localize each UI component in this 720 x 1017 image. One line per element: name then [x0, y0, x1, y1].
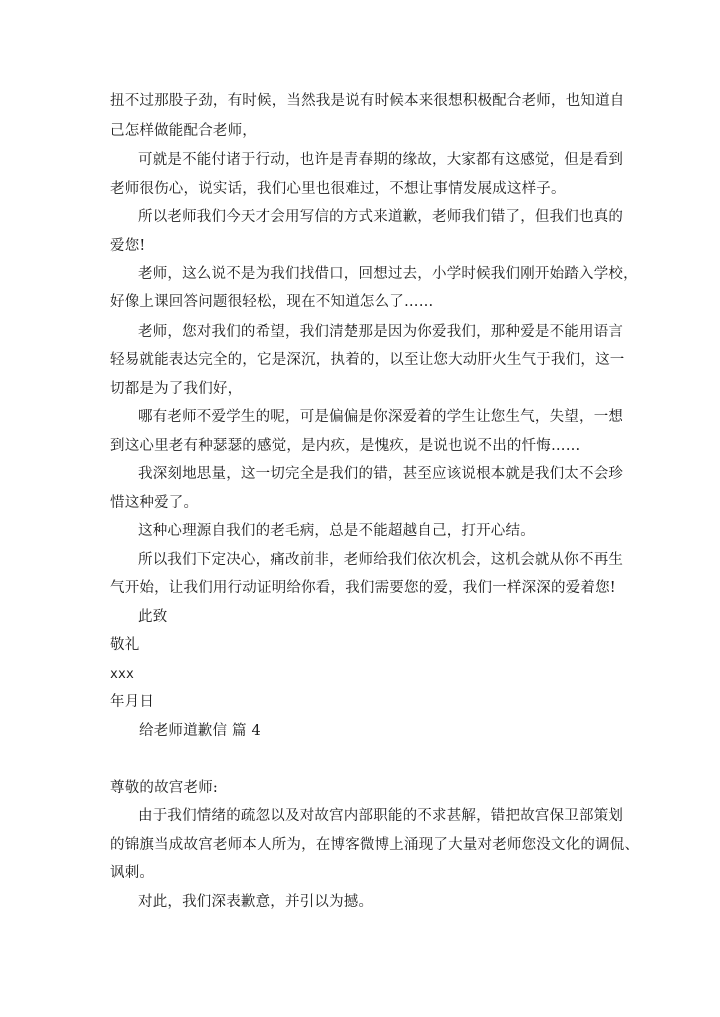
letter-heading: 给老师道歉信 篇 4 — [139, 723, 261, 739]
closing-regards: 敬礼 — [110, 637, 140, 653]
text-line: 可就是不能付诸于行动，也许是青春期的缘故，大家都有这感觉，但是看到 — [138, 152, 624, 168]
text-line: 己怎样做能配合老师， — [110, 123, 257, 139]
text-line: 对此，我们深表歉意，并引以为撼。 — [138, 894, 374, 910]
text-line: 由于我们情绪的疏忽以及对故宫内部职能的不求甚解，错把故宫保卫部策划 — [138, 808, 624, 824]
text-line: 惜这种爱了。 — [110, 495, 199, 511]
text-line: 老师，您对我们的希望，我们清楚那是因为你爱我们，那种爱是不能用语言 — [138, 324, 624, 340]
text-line: 轻易就能表达完全的，它是深沉，执着的，以至让您大动肝火生气于我们，这一 — [110, 352, 625, 368]
signature: xxx — [110, 667, 135, 682]
text-line: 所以我们下定决心，痛改前非，老师给我们依次机会，这机会就从你不再生 — [138, 552, 624, 568]
text-line: 好像上课回答问题很轻松，现在不知道怎么了…… — [110, 294, 434, 310]
text-line: 所以老师我们今天才会用写信的方式来道歉，老师我们错了，但我们也真的 — [138, 209, 624, 225]
text-line: 切都是为了我们好， — [110, 381, 243, 397]
date-line: 年月日 — [110, 694, 155, 710]
text-line: 哪有老师不爱学生的呢，可是偏偏是你深爱着的学生让您生气，失望，一想 — [138, 409, 624, 425]
text-line: 气开始，让我们用行动证明给你看，我们需要您的爱，我们一样深深的爱着您! — [110, 580, 616, 596]
text-line: 到这心里老有种瑟瑟的感觉，是内疚，是愧疚，是说也说不出的忏悔…… — [110, 438, 581, 454]
greeting: 尊敬的故宫老师: — [110, 780, 218, 796]
text-line: 老师很伤心，说实话，我们心里也很难过，不想让事情发展成这样子。 — [110, 181, 566, 197]
text-line: 这种心理源自我们的老毛病，总是不能超越自己，打开心结。 — [138, 523, 535, 539]
text-line: 扭不过那股子劲，有时候，当然我是说有时候本来很想积极配合老师，也知道自 — [110, 93, 625, 109]
closing-salutation: 此致 — [138, 609, 168, 625]
text-line: 爱您! — [110, 238, 146, 254]
text-line: 我深刻地思量，这一切完全是我们的错，甚至应该说根本就是我们太不会珍 — [138, 466, 624, 482]
text-line: 讽刺。 — [110, 865, 155, 881]
text-line: 的锦旗当成故宫老师本人所为，在博客微博上涌现了大量对老师您没文化的调侃、 — [110, 837, 640, 853]
text-line: 老师，这么说不是为我们找借口，回想过去，小学时候我们刚开始踏入学校， — [138, 266, 638, 282]
